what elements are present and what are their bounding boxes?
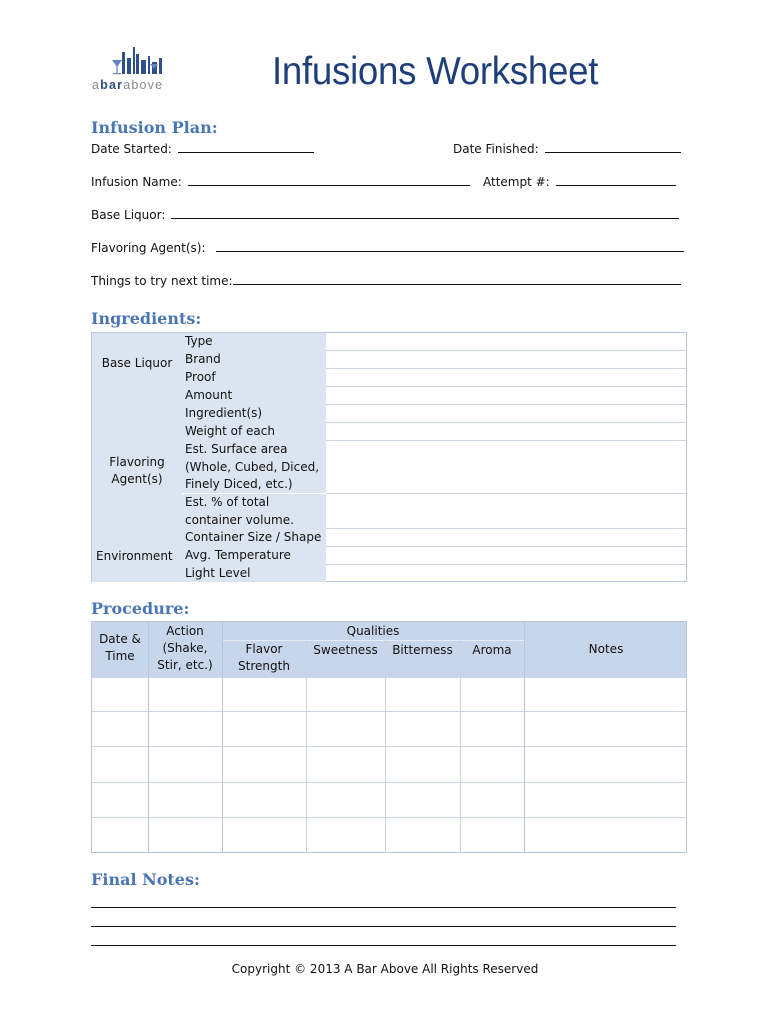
procedure-row[interactable]: [92, 747, 686, 782]
date-started-field[interactable]: [91, 142, 314, 156]
final-notes-line[interactable]: [91, 945, 676, 946]
type-row: Avg. Temperature: [182, 547, 326, 565]
attempt-field[interactable]: [483, 175, 676, 189]
ingredients-heading: Ingredients:: [91, 309, 202, 328]
col-qualities: Qualities: [346, 624, 400, 638]
value-cell-temperature[interactable]: [326, 547, 686, 565]
procedure-row[interactable]: [92, 783, 686, 817]
category-base-liquor: Base Liquor: [92, 333, 182, 394]
infusion-plan-heading: Infusion Plan:: [91, 118, 218, 137]
infusion-name-label: Infusion Name:: [91, 175, 182, 189]
value-cell-container-size[interactable]: [326, 529, 686, 547]
flavoring-agents-label: Flavoring Agent(s):: [91, 241, 206, 255]
col-action: Action (Shake, Stir, etc.): [157, 624, 213, 672]
type-row: Brand: [182, 351, 326, 369]
procedure-heading: Procedure:: [91, 599, 190, 618]
procedure-row[interactable]: [92, 712, 686, 746]
category-flavoring-agents: Flavoring Agent(s): [92, 394, 182, 548]
final-notes-heading: Final Notes:: [91, 870, 200, 889]
col-notes: Notes: [588, 642, 624, 656]
skyline-icon: [92, 44, 182, 78]
procedure-row[interactable]: [92, 678, 686, 711]
col-bitterness: Bitterness: [392, 643, 453, 657]
value-cell-light-level[interactable]: [326, 565, 686, 582]
date-started-label: Date Started:: [91, 142, 172, 156]
value-cell-proof[interactable]: [326, 369, 686, 387]
things-to-try-field[interactable]: [91, 274, 681, 288]
value-cell-weight[interactable]: [326, 423, 686, 441]
type-row: Amount: [182, 387, 326, 405]
flavoring-agents-field[interactable]: [91, 241, 684, 255]
value-cell-brand[interactable]: [326, 351, 686, 369]
base-liquor-label: Base Liquor:: [91, 208, 166, 222]
type-row: Est. % of total container volume.: [182, 494, 326, 529]
ingredients-table: [91, 332, 687, 582]
value-cell-ingredients[interactable]: [326, 405, 686, 423]
type-row: Type: [182, 333, 326, 351]
final-notes-line[interactable]: [91, 907, 676, 908]
date-finished-field[interactable]: [453, 142, 681, 156]
logo-wordmark: abarabove: [92, 78, 164, 92]
procedure-row[interactable]: [92, 818, 686, 853]
type-row: Est. Surface area (Whole, Cubed, Diced, Finely Diced, etc.): [182, 441, 326, 493]
copyright-footer: Copyright © 2013 A Bar Above All Rights Reserved: [231, 962, 539, 976]
procedure-table: [91, 621, 687, 853]
value-cell-amount[interactable]: [326, 387, 686, 405]
type-row: Container Size / Shape: [182, 529, 326, 547]
col-date-time: Date & Time: [99, 632, 141, 663]
infusion-name-field[interactable]: [91, 175, 470, 189]
col-aroma: Aroma: [472, 643, 512, 657]
col-flavor-strength: Flavor Strength: [238, 642, 290, 673]
value-cell-type[interactable]: [326, 333, 686, 351]
type-row: Weight of each: [182, 423, 326, 441]
value-cell-surface-area[interactable]: [326, 441, 686, 494]
attempt-label: Attempt #:: [483, 175, 550, 189]
final-notes-line[interactable]: [91, 926, 676, 927]
col-sweetness: Sweetness: [313, 643, 378, 657]
type-row: Proof: [182, 369, 326, 394]
value-cell-container-volume[interactable]: [326, 494, 686, 529]
logo: [92, 44, 182, 94]
date-finished-label: Date Finished:: [453, 142, 539, 156]
category-environment: Environment: [92, 548, 182, 582]
page-title: Infusions Worksheet: [272, 50, 599, 93]
type-row: Ingredient(s): [182, 405, 326, 423]
things-to-try-label: Things to try next time:: [91, 274, 233, 288]
type-row: Light Level: [182, 565, 326, 582]
base-liquor-field[interactable]: [91, 208, 679, 222]
